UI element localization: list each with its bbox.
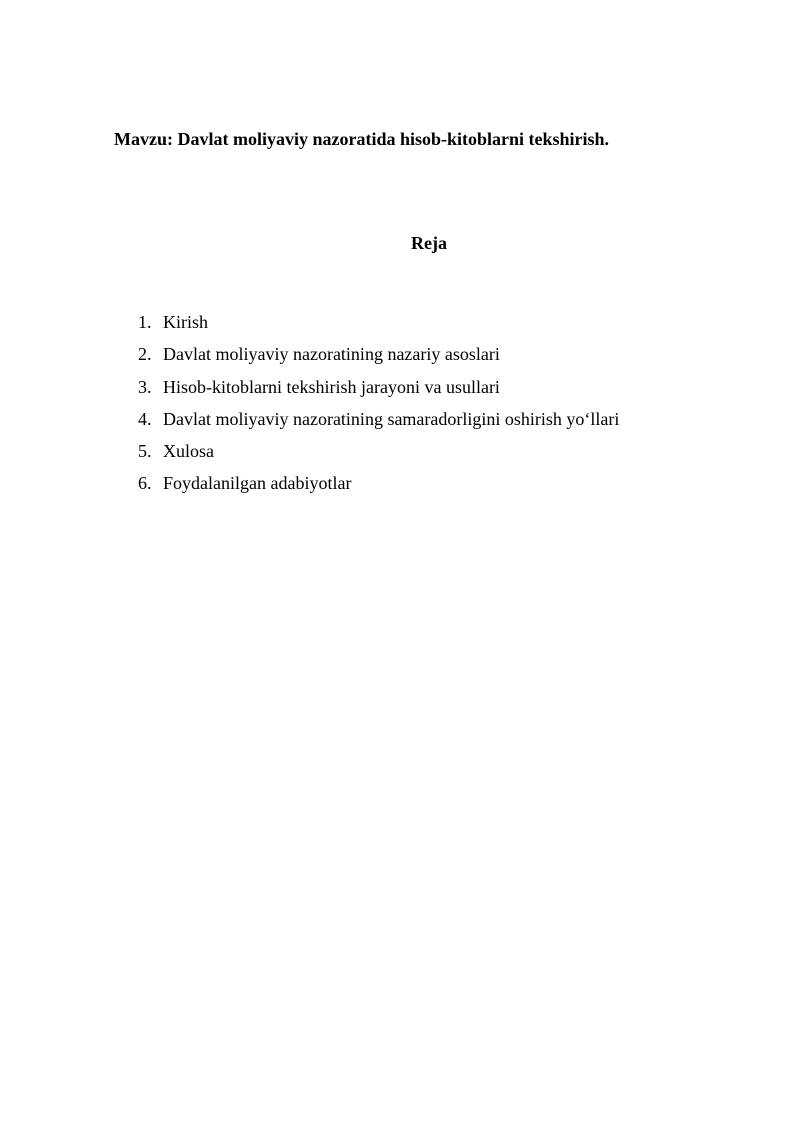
topic-title: Mavzu: Davlat moliyaviy nazoratida hisob-kitoblarni tekshirish. (114, 129, 610, 149)
plan-item-text: Hisob-kitoblarni tekshirish jarayoni va usullari (163, 376, 500, 397)
plan-item-text: Davlat moliyaviy nazoratining samaradorligini oshirish yo‘llari (163, 408, 620, 429)
plan-item (138, 467, 619, 499)
plan-item (138, 306, 619, 338)
plan-item (138, 435, 619, 467)
plan-item-number: 5. (138, 441, 152, 462)
plan-list (138, 306, 619, 500)
plan-item-number: 3. (138, 376, 152, 397)
plan-item-text: Kirish (163, 312, 208, 332)
plan-item (138, 338, 619, 370)
plan-item-text: Foydalanilgan adabiyotlar (163, 473, 352, 494)
plan-item-number: 2. (138, 344, 152, 365)
plan-item-text: Davlat moliyaviy nazoratining nazariy asoslari (163, 344, 500, 365)
plan-item (138, 403, 619, 435)
plan-item-number: 1. (138, 312, 152, 332)
plan-heading: Reja (411, 233, 447, 253)
plan-item-number: 4. (138, 408, 152, 429)
plan-item (138, 371, 619, 403)
plan-item-text: Xulosa (163, 441, 214, 462)
plan-item-number: 6. (138, 473, 152, 494)
